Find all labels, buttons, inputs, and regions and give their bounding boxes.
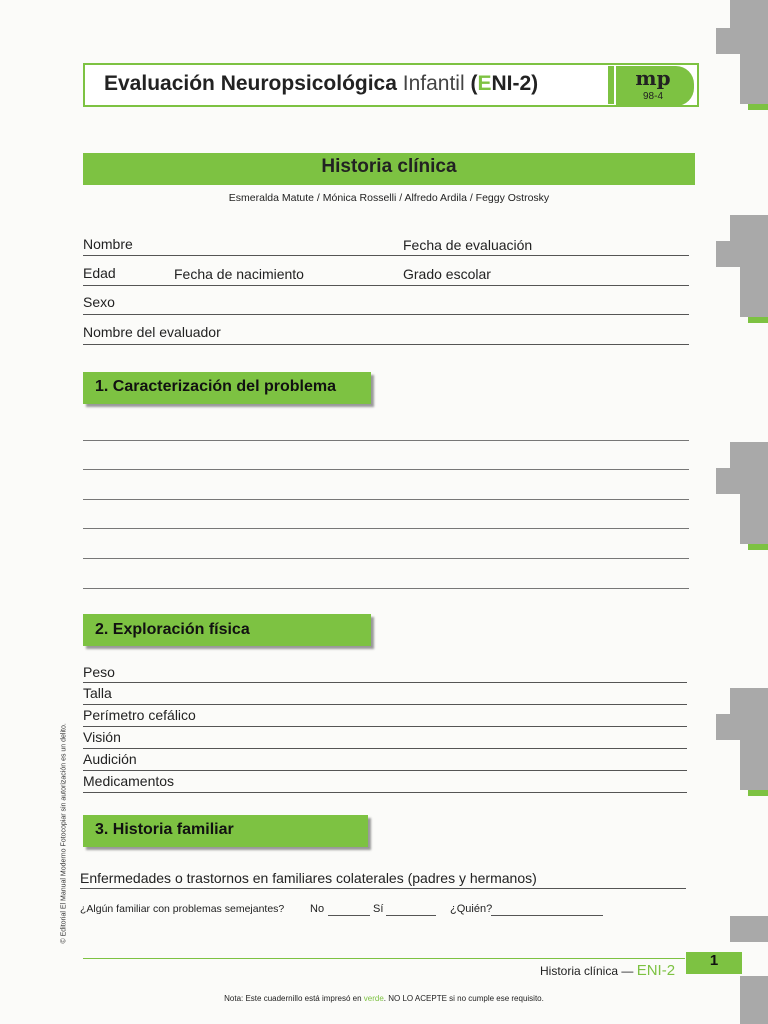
writing-line[interactable] — [83, 499, 689, 500]
label-no: No — [310, 903, 325, 915]
field-line-vision[interactable] — [83, 748, 687, 749]
field-quien[interactable] — [491, 915, 603, 916]
label-perimetro-cefalico: Perímetro cefálico — [83, 707, 196, 723]
writing-line[interactable] — [83, 528, 689, 529]
authors-line: Esmeralda Matute / Mónica Rosselli / Alfredo Ardila / Feggy Ostrosky — [228, 192, 550, 204]
footer-note — [83, 994, 685, 1003]
document-title — [104, 72, 538, 96]
label-peso: Peso — [83, 664, 115, 680]
label-sexo: Sexo — [83, 294, 115, 310]
label-talla: Talla — [83, 685, 112, 701]
publisher-logo-code: 98-4 — [642, 91, 663, 102]
title-code-open: ( — [470, 72, 478, 95]
question-familiar — [80, 903, 284, 915]
label-nombre: Nombre — [83, 236, 133, 252]
note-part-a: Nota: Este cuadernillo está impresó en — [224, 994, 362, 1003]
note-green-word: verde — [363, 994, 384, 1003]
note-part-b: . NO LO ACEPTE si no cumple ese requisito. — [383, 994, 544, 1003]
header-accent-strip — [608, 66, 614, 104]
footer-code: ENI-2 — [636, 962, 676, 979]
footer-rule — [83, 958, 685, 959]
label-si: Sí — [373, 903, 384, 915]
writing-line[interactable] — [83, 588, 689, 589]
field-no[interactable] — [328, 915, 370, 916]
publisher-logo: mp — [635, 66, 671, 90]
question-text: ¿Algún familiar con problemas semejantes? — [80, 903, 285, 915]
label-grado-escolar: Grado escolar — [403, 266, 491, 282]
title-code-e: E — [477, 72, 492, 95]
label-audicion: Audición — [83, 751, 137, 767]
label-quien: ¿Quién? — [450, 903, 493, 915]
field-line-sexo[interactable] — [83, 314, 689, 315]
label-fecha-evaluacion: Fecha de evaluación — [403, 237, 533, 253]
title-infantil: Infantil — [402, 72, 465, 95]
field-si[interactable] — [386, 915, 436, 916]
label-medicamentos: Medicamentos — [83, 773, 175, 789]
banner-title: Historia clínica — [321, 156, 457, 177]
field-line-evaluador[interactable] — [83, 344, 689, 345]
label-enfermedades: Enfermedades o trastornos en familiares colaterales (padres y hermanos) — [80, 870, 537, 886]
field-line-audicion[interactable] — [83, 770, 687, 771]
section2-title: 2. Exploración física — [95, 621, 250, 638]
field-line-enfermedades[interactable] — [80, 888, 686, 889]
footer-historia: Historia clínica — — [540, 964, 634, 978]
section1-title: 1. Caracterización del problema — [95, 378, 336, 395]
field-line-nombre[interactable] — [83, 255, 689, 256]
label-vision: Visión — [83, 729, 121, 745]
footer-label — [540, 962, 675, 979]
field-line-edad[interactable] — [83, 285, 689, 286]
label-evaluador: Nombre del evaluador — [83, 324, 221, 340]
side-copyright: © Editorial El Manual Moderno Fotocopiar sin autorización es un delito. — [60, 723, 68, 944]
label-fecha-nacimiento: Fecha de nacimiento — [174, 266, 304, 282]
field-line-medicamentos[interactable] — [83, 792, 687, 793]
title-main: Evaluación Neuropsicológica — [104, 72, 397, 95]
field-line-peso[interactable] — [83, 682, 687, 683]
page-number: 1 — [709, 952, 719, 969]
writing-line[interactable] — [83, 558, 689, 559]
label-edad: Edad — [83, 265, 116, 281]
field-line-perimetro[interactable] — [83, 726, 687, 727]
field-line-talla[interactable] — [83, 704, 687, 705]
writing-line[interactable] — [83, 440, 689, 441]
section3-title: 3. Historia familiar — [95, 821, 234, 838]
title-code-rest: NI-2) — [491, 72, 539, 95]
writing-line[interactable] — [83, 469, 689, 470]
